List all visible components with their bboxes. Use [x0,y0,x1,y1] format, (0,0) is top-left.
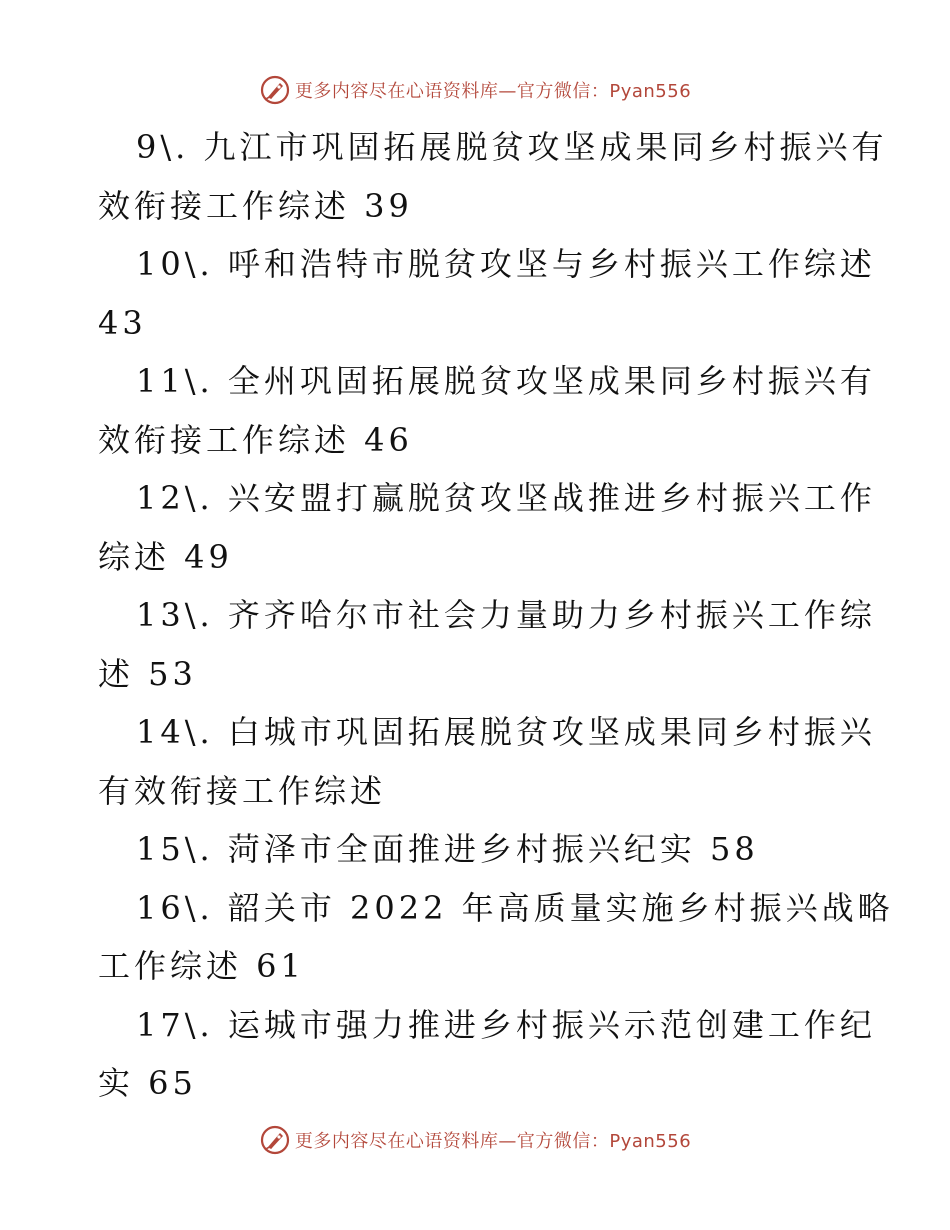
toc-entry-continuation: 述 53 [98,654,197,693]
table-of-contents [98,118,894,1113]
pen-nib-logo-icon [259,74,291,106]
toc-entry-line: 15\. 菏泽市全面推进乡村振兴纪实 58 [136,830,759,868]
toc-entry-continuation: 43 [98,303,147,342]
toc-entry-line: 9\. 九江市巩固拓展脱贫攻坚成果同乡村振兴有 [136,128,888,166]
toc-entry-continuation: 效衔接工作综述 39 [98,186,413,225]
footer-watermark [0,1120,950,1160]
toc-entry-continuation: 效衔接工作综述 46 [98,420,413,459]
watermark-text: 更多内容尽在心语资料库—官方微信：Pyan556 [294,1131,692,1152]
toc-entry-continuation: 实 65 [98,1064,197,1102]
watermark-text: 更多内容尽在心语资料库—官方微信：Pyan556 [294,81,692,102]
toc-entry-line: 13\. 齐齐哈尔市社会力量助力乡村振兴工作综 [136,596,876,634]
toc-entry-line: 11\. 全州巩固拓展脱贫攻坚成果同乡村振兴有 [136,362,876,400]
toc-entry-continuation: 有效衔接工作综述 [98,771,387,810]
toc-entry-line: 10\. 呼和浩特市脱贫攻坚与乡村振兴工作综述 [136,245,876,283]
toc-entry-line: 17\. 运城市强力推进乡村振兴示范创建工作纪 [136,1005,876,1044]
toc-entry-line: 14\. 白城市巩固拓展脱贫攻坚成果同乡村振兴 [136,713,876,751]
pen-nib-logo-icon [259,1124,291,1156]
header-watermark [0,70,950,110]
toc-entry-continuation: 综述 49 [98,537,233,576]
toc-entry-line: 12\. 兴安盟打赢脱贫攻坚战推进乡村振兴工作 [136,479,876,517]
toc-entry-continuation: 工作综述 61 [98,947,305,985]
toc-entry-line: 16\. 韶关市 2022 年高质量实施乡村振兴战略 [136,888,894,927]
